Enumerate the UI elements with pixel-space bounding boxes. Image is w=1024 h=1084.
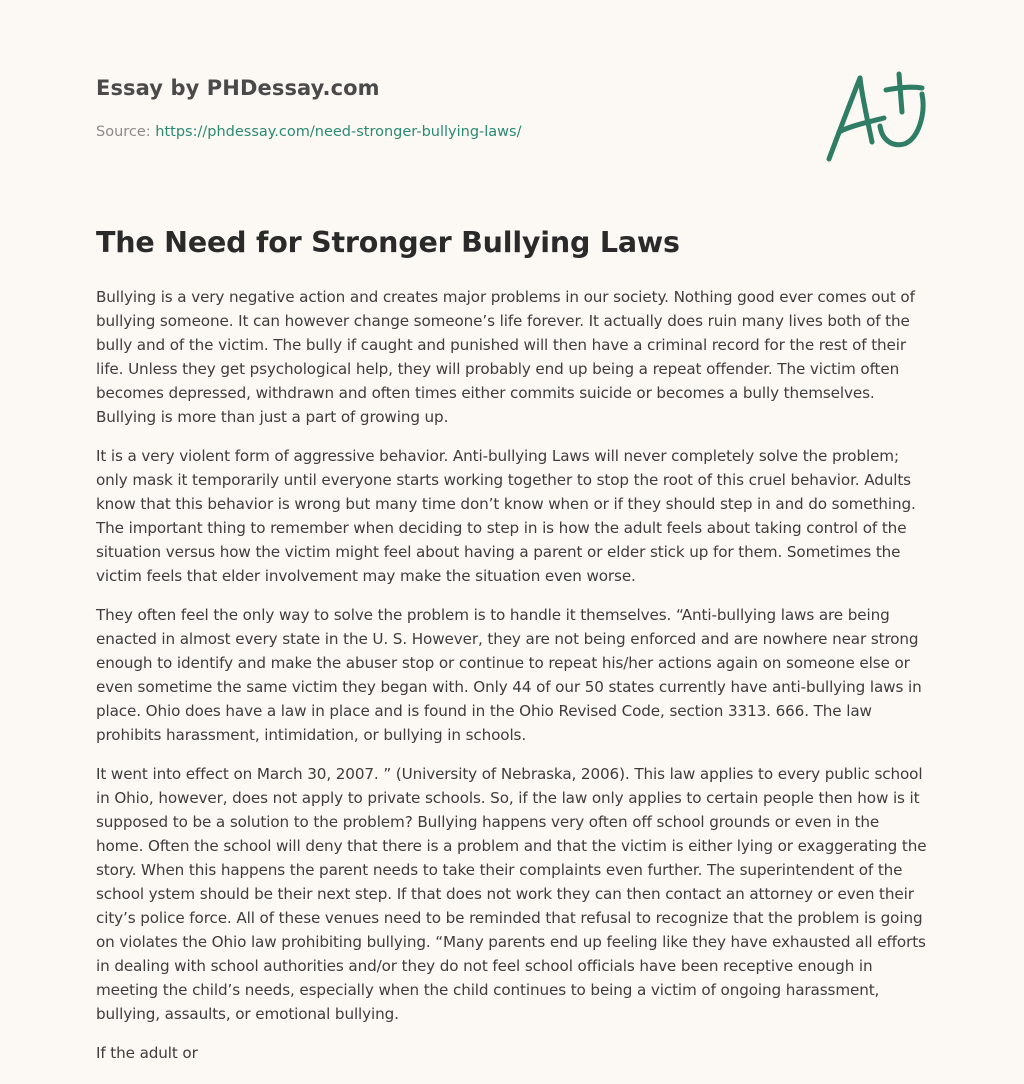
essay-paragraph: They often feel the only way to solve the problem is to handle it themselves. “Anti-bullying laws are being enacted in almost every state in the U. S. However, they are not being enforced and are nowhere near strong enough to identify and make the abuser stop or continue to repeat his/her actions again on someone else or even sometime the same victim they began with. Only 44 of our 50 states currently have anti-bullying laws in place. Ohio does have a law in place and is found in the Ohio Revised Code, section 3313. 666. The law prohibits harassment, intimidation, or bullying in schools. [96,606,922,744]
essay-body [96,285,930,1080]
essay-title: The Need for Stronger Bullying Laws [96,226,680,259]
essay-paragraph: Bullying is a very negative action and creates major problems in our society. Nothing good ever comes out of bullying someone. It can however change someone’s life forever. It actually does ruin many lives both of the bully and of the victim. The bully if caught and punished will then have a criminal record for the rest of their life. Unless they get psychological help, they will probably end up being a repeat offender. The victim often becomes depressed, withdrawn and often times either commits suicide or becomes a bully themselves. Bullying is more than just a part of growing up. [96,288,915,426]
a-plus-logo-icon [822,68,928,166]
essay-paragraph: If the adult or [96,1044,198,1062]
essay-paragraph: It is a very violent form of aggressive behavior. Anti-bullying Laws will never completely solve the problem; only mask it temporarily until everyone starts working together to stop the root of this cruel behavior. Adults know that this behavior is wrong but many time don’t know when or if they should step in and do something. The important thing to remember when deciding to step in is how the adult feels about taking control of the situation versus how the victim might feel about having a parent or elder stick up for them. Sometimes the victim feels that elder involvement may make the situation even worse. [96,447,916,585]
site-brand: Essay by PHDessay.com [96,76,380,100]
essay-paragraph: It went into effect on March 30, 2007. ” (University of Nebraska, 2006). This law applies to every public school in Ohio, however, does not apply to private schools. So, if the law only applies to certain people then how is it supposed to be a solution to the problem? Bullying happens very often off school grounds or even in the home. Often the school will deny that there is a problem and that the victim is either lying or exaggerating the story. When this happens the parent needs to take their complaints even further. The superintendent of the school ystem should be their next step. If that does not work they can then contact an attorney or even their city’s police force. All of these venues need to be reminded that refusal to recognize that the problem is going on violates the Ohio law prohibiting bullying. “Many parents end up feeling like they have exhausted all efforts in dealing with school authorities and/or they do not feel school officials have been receptive enough in meeting the child’s needs, especially when the child continues to being a victim of ongoing harassment, bullying, assaults, or emotional bullying. [96,765,927,1023]
source-label: Source: [96,124,151,140]
source-line [96,124,521,140]
source-link[interactable]: https://phdessay.com/need-stronger-bullying-laws/ [155,124,522,140]
